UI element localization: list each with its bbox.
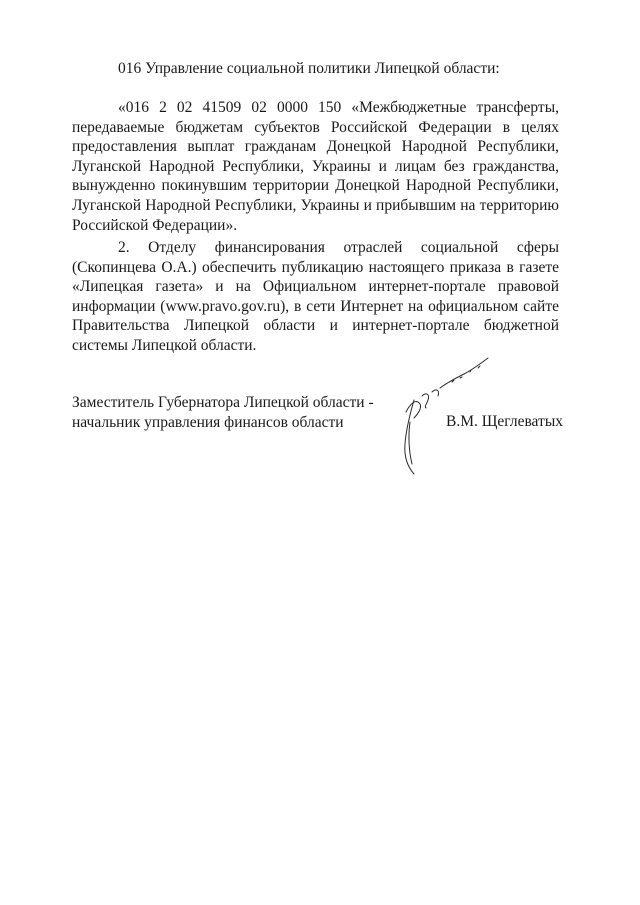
publication-paragraph: 2. Отделу финансирования отраслей социальной сферы (Скопинцева О.А.) обеспечить публикацию настоящего приказа в газете «Липецкая газета» и на Официальном интернет-портале правовой информации (www.pravo.gov.ru), в сети Интернет на официальном сайте Правительства Липецкой области и интернет-портале бюджетной системы Липецкой области.	[72, 239, 559, 354]
budget-code-paragraph: «016 2 02 41509 02 0000 150 «Межбюджетные трансферты, передаваемые бюджетам субъектов Российской Федерации в целях предоставления выплат гражданам Донецкой Народной Республики, Луганской Народной Республики, Украины и лицам без гражданства, вынужденно покинувшим территории Донецкой Народной Республики, Луганской Народной Республики, Украины и прибывшим на территорию Российской Федерации».	[72, 99, 559, 234]
recipient-heading: 016 Управление социальной политики Липецкой области:	[118, 60, 500, 77]
signatory-position	[72, 393, 374, 433]
signatory-position-line-1: Заместитель Губернатора Липецкой области -	[72, 394, 374, 411]
signatory-name: В.М. Щеглеватых	[446, 413, 563, 430]
signatory-position-line-2: начальник управления финансов области	[72, 414, 344, 431]
